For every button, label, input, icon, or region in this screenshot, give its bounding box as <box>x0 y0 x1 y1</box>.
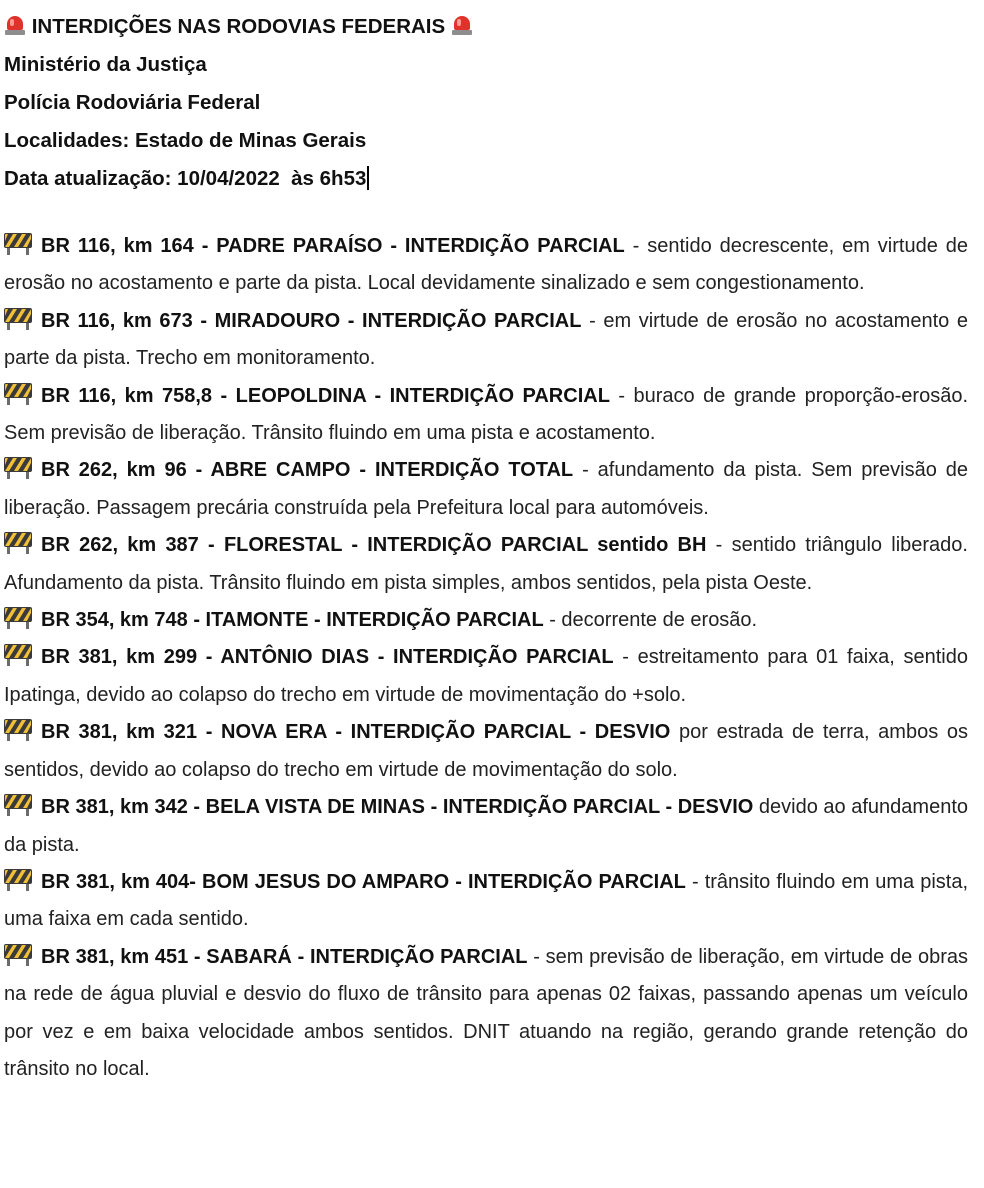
construction-barrier-icon <box>4 383 32 405</box>
update-date-line <box>4 160 964 198</box>
interdiction-entry <box>4 303 968 378</box>
interdiction-details: - em virtude de erosão no acostamento e parte da pista. Trecho em monitoramento. <box>4 309 968 370</box>
locality-line: Localidades: Estado de Minas Gerais <box>4 129 367 152</box>
interdiction-details: - decorrente de erosão. <box>543 609 758 632</box>
interdiction-details: - sem previsão de liberação, em virtude de obras na rede de água pluvial e desvio do fluxo de trânsito para apenas 02 faixas, passando apenas um veículo por vez e em baixa velocidade ambos sentidos. DNIT atuando na região, gerando grande retenção do trânsito no local. <box>4 945 968 1080</box>
interdiction-headline: BR 354, km 748 - ITAMONTE - INTERDIÇÃO PARCIAL <box>41 609 544 632</box>
interdiction-entry <box>4 452 968 527</box>
construction-barrier-icon <box>4 233 32 255</box>
update-date: Data atualização: 10/04/2022 às 6h53 <box>4 167 367 190</box>
interdiction-headline: BR 381, km 299 - ANTÔNIO DIAS - INTERDIÇÃO PARCIAL <box>41 646 614 669</box>
ministry-line: Ministério da Justiça <box>4 53 207 76</box>
interdiction-details: - sentido triângulo liberado. Afundamento da pista. Trânsito fluindo em pista simples, ambos sentidos, pela pista Oeste. <box>4 534 968 594</box>
interdiction-details: - sentido decrescente, em virtude de erosão no acostamento e parte da pista. Local devidamente sinalizado e sem congestionamento. <box>4 235 969 295</box>
interdiction-headline: BR 381, km 342 - BELA VISTA DE MINAS - INTERDIÇÃO PARCIAL - DESVIO <box>41 796 754 819</box>
rotating-light-icon <box>4 14 26 36</box>
construction-barrier-icon <box>4 532 32 554</box>
interdiction-details: - afundamento da pista. Sem previsão de liberação. Passagem precária construída pela Prefeitura local para automóveis. <box>4 459 968 519</box>
text-cursor <box>367 166 369 190</box>
construction-barrier-icon <box>4 308 32 330</box>
interdiction-details: - buraco de grande proporção-erosão. Sem previsão de liberação. Trânsito fluindo em uma pista e acostamento. <box>4 384 969 445</box>
interdiction-entry <box>4 939 968 1089</box>
interdiction-headline: BR 381, km 451 - SABARÁ - INTERDIÇÃO PARCIAL <box>41 945 528 968</box>
construction-barrier-icon <box>4 457 32 479</box>
construction-barrier-icon <box>4 869 32 891</box>
interdiction-headline: BR 381, km 404- BOM JESUS DO AMPARO - INTERDIÇÃO PARCIAL <box>41 870 686 893</box>
interdiction-entry <box>4 527 968 602</box>
interdiction-entry <box>4 639 968 714</box>
construction-barrier-icon <box>4 607 32 629</box>
interdiction-entry <box>4 378 968 453</box>
interdiction-details: - estreitamento para 01 faixa, sentido Ipatinga, devido ao colapso do trecho em virtude de movimentação do +solo. <box>4 646 968 706</box>
interdiction-entry <box>4 228 968 303</box>
interdiction-details: por estrada de terra, ambos os sentidos, devido ao colapso do trecho em virtude de movimentação do solo. <box>4 721 968 781</box>
agency-line: Polícia Rodoviária Federal <box>4 91 261 114</box>
document-title: INTERDIÇÕES NAS RODOVIAS FEDERAIS <box>31 15 446 38</box>
interdiction-headline: BR 262, km 387 - FLORESTAL - INTERDIÇÃO PARCIAL sentido BH <box>41 534 707 557</box>
interdiction-entry <box>4 714 968 789</box>
interdiction-entry <box>4 602 968 639</box>
rotating-light-icon <box>451 14 473 36</box>
interdiction-details: - trânsito fluindo em uma pista, uma faixa em cada sentido. <box>4 870 968 931</box>
construction-barrier-icon <box>4 644 32 666</box>
document-header <box>4 8 964 198</box>
interdiction-details: devido ao afundamento da pista. <box>4 796 969 856</box>
interdiction-headline: BR 116, km 673 - MIRADOURO - INTERDIÇÃO PARCIAL <box>41 309 582 332</box>
document-title-line <box>4 8 964 46</box>
construction-barrier-icon <box>4 719 32 741</box>
interdiction-list <box>4 228 968 1088</box>
construction-barrier-icon <box>4 794 32 816</box>
interdiction-entry <box>4 789 968 864</box>
interdiction-headline: BR 116, km 758,8 - LEOPOLDINA - INTERDIÇÃO PARCIAL <box>41 384 610 407</box>
interdiction-headline: BR 116, km 164 - PADRE PARAÍSO - INTERDIÇÃO PARCIAL <box>41 235 625 257</box>
construction-barrier-icon <box>4 944 32 966</box>
interdiction-headline: BR 262, km 96 - ABRE CAMPO - INTERDIÇÃO TOTAL <box>41 459 574 482</box>
interdiction-headline: BR 381, km 321 - NOVA ERA - INTERDIÇÃO PARCIAL - DESVIO <box>41 721 671 744</box>
interdiction-entry <box>4 864 968 939</box>
